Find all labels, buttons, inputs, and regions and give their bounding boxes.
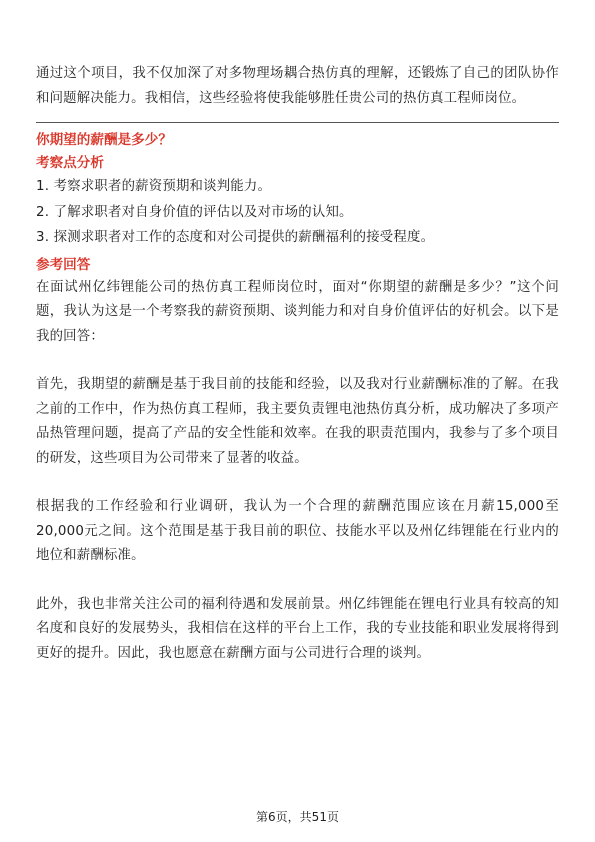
analysis-item: 2. 了解求职者对自身价值的评估以及对市场的认知。 <box>36 204 353 220</box>
page-content <box>36 62 559 666</box>
analysis-list <box>36 174 559 251</box>
section-divider <box>36 122 559 123</box>
paragraph-spacer <box>36 349 559 373</box>
answer-paragraph: 根据我的工作经验和行业调研，我认为一个合理的薪酬范围应该在月薪15,000至20,000元之间。这个范围是基于我目前的职位、技能水平以及州亿纬锂能在行业内的地位和薪酬标准。 <box>36 499 559 563</box>
question-title: 你期望的薪酬是多少？ <box>36 132 172 148</box>
paragraph-spacer <box>36 471 559 495</box>
page-number: 第6页，共51页 <box>256 810 339 824</box>
answer-paragraph: 首先，我期望的薪酬是基于我目前的技能和经验，以及我对行业薪酬标准的了解。在我之前的工作中，作为热仿真工程师，我主要负责锂电池热仿真分析，成功解决了多项产品热管理问题，提高了产品的安全性能和效率。在我的职责范围内，我参与了多个项目的研发，这些项目为公司带来了显著的收益。 <box>36 377 559 466</box>
analysis-item: 1. 考察求职者的薪资预期和谈判能力。 <box>36 179 272 194</box>
analysis-heading: 考察点分析 <box>36 155 104 171</box>
paragraph-spacer <box>36 569 559 593</box>
answer-paragraph: 此外，我也非常关注公司的福利待遇和发展前景。州亿纬锂能在锂电行业具有较高的知名度和良好的发展势头，我相信在这样的平台上工作，我的专业技能和职业发展将得到更好的提升。因此，我也愿意在薪酬方面与公司进行合理的谈判。 <box>36 596 559 661</box>
answer-paragraph: 在面试州亿纬锂能公司的热仿真工程师岗位时，面对“你期望的薪酬是多少？”这个问题，我认为这是一个考察我的薪资预期、谈判能力和对自身价值评估的好机会。以下是我的回答： <box>36 279 559 344</box>
answer-heading: 参考回答 <box>36 256 91 273</box>
intro-paragraph: 通过这个项目，我不仅加深了对多物理场耦合热仿真的理解，还锻炼了自己的团队协作和问题解决能力。我相信，这些经验将使我能够胜任贵公司的热仿真工程师岗位。 <box>36 66 559 106</box>
analysis-item: 3. 探测求职者对工作的态度和对公司提供的薪酬福利的接受程度。 <box>36 230 435 245</box>
